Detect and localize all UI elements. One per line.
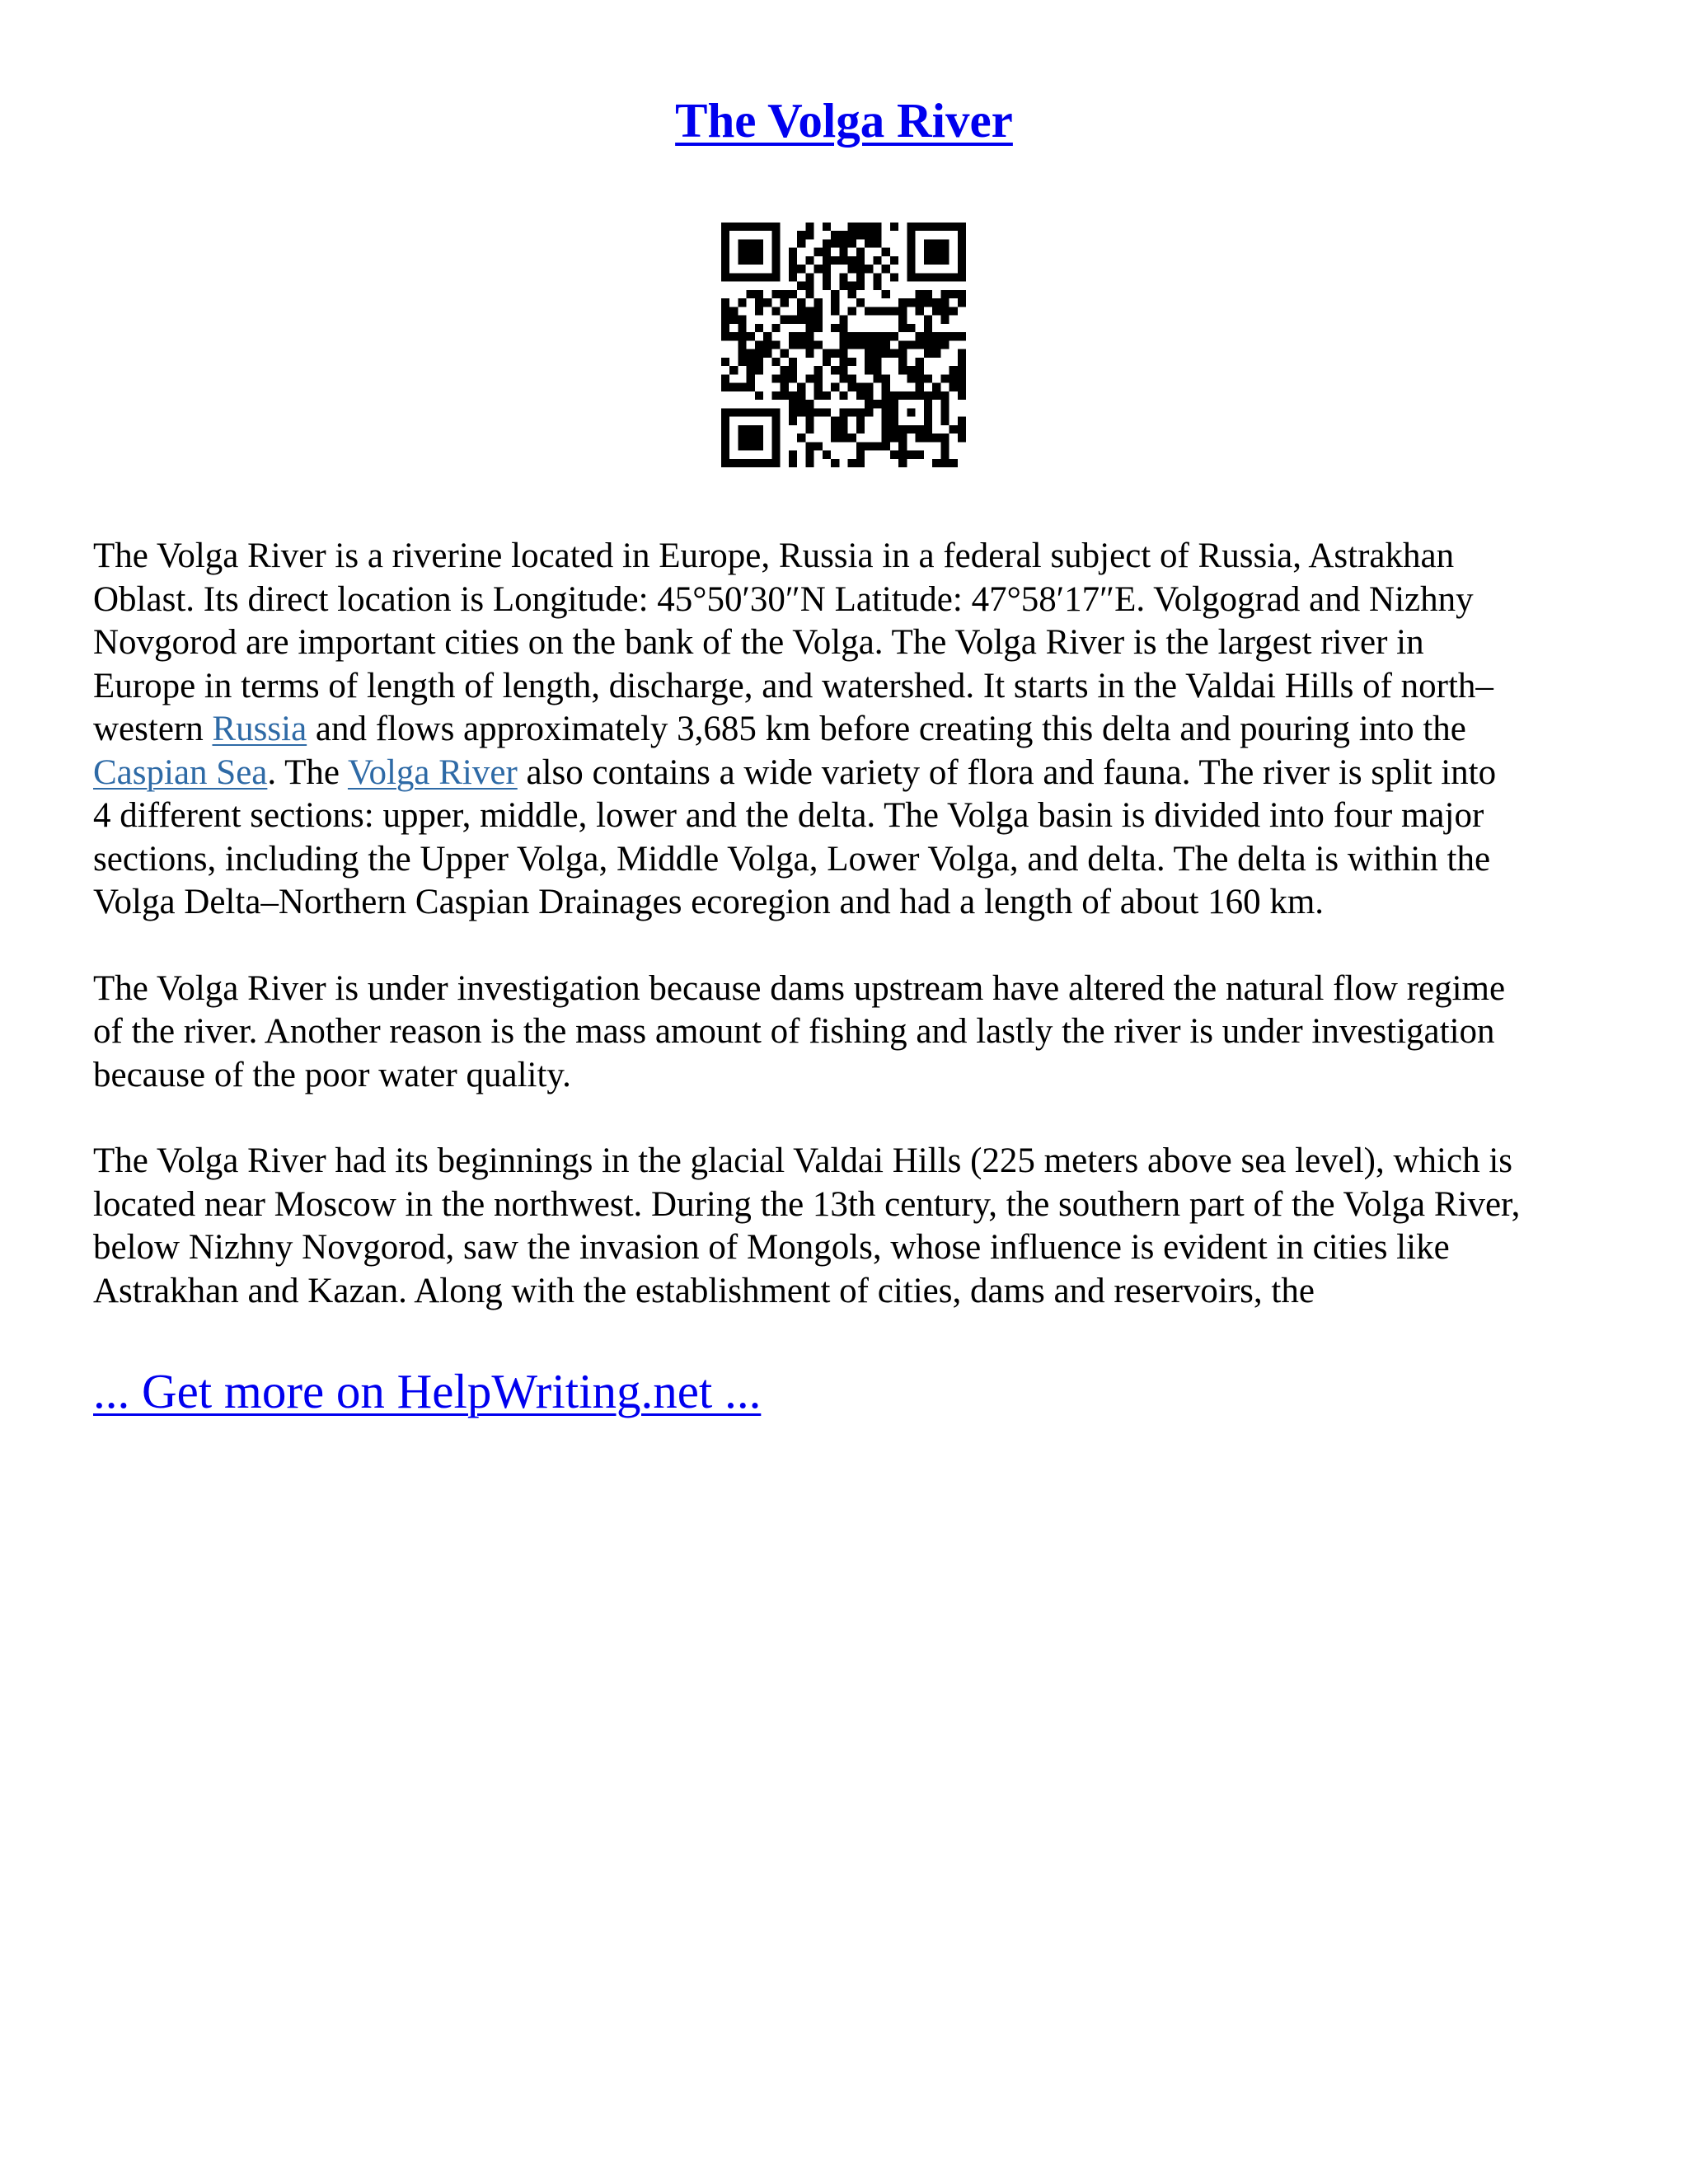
text-fragment: Novgorod are important cities on the bank of the Volga. The Volga River is the largest river in (93, 623, 1424, 662)
text-fragment: also contains a wide variety of flora and fauna. The river is split into (517, 752, 1497, 792)
text-line (93, 579, 1606, 622)
title-link[interactable]: The Volga River (675, 93, 1013, 148)
text-line (93, 535, 1606, 579)
qr-modules (721, 223, 966, 467)
text-fragment: and flows approximately 3,685 km before creating this delta and pouring into the (307, 710, 1466, 748)
text-fragment: Astrakhan and Kazan. Along with the establishment of cities, dams and reservoirs, the (93, 1271, 1315, 1310)
text-fragment: of the river. Another reason is the mass amount of fishing and lastly the river is under investigation (93, 1012, 1495, 1051)
text-fragment: because of the poor water quality. (93, 1055, 571, 1094)
text-line (93, 1140, 1606, 1183)
text-line (93, 1054, 1606, 1098)
qr-code-icon (721, 223, 966, 467)
text-line (93, 665, 1606, 709)
inline-link[interactable]: Volga River (347, 752, 518, 792)
text-fragment: below Nizhny Novgorod, saw the invasion of Mongols, whose influence is evident in cities like (93, 1228, 1450, 1267)
paragraph (93, 535, 1606, 925)
text-line (93, 881, 1606, 925)
text-fragment: Volga Delta–Northern Caspian Drainages ecoregion and had a length of about 160 km. (93, 883, 1325, 921)
text-fragment: . The (267, 752, 348, 792)
text-line (93, 708, 1606, 752)
more-link-container (93, 1360, 761, 1422)
page-title (0, 89, 1688, 152)
article-body (93, 535, 1606, 1356)
text-fragment: western (93, 710, 213, 748)
text-line (93, 1226, 1606, 1270)
text-fragment: located near Moscow in the northwest. During the 13th century, the southern part of the Volga River, (93, 1184, 1521, 1224)
text-fragment: Oblast. Its direct location is Longitude: 45°50′30″N Latitude: 47°58′17″E. Volgograd and Nizhny (93, 579, 1474, 619)
text-line (93, 621, 1606, 665)
text-line (93, 968, 1606, 1011)
text-line (93, 1270, 1606, 1314)
text-fragment: The Volga River had its beginnings in the glacial Valdai Hills (225 meters above sea level), which is (93, 1141, 1513, 1180)
text-line (93, 838, 1606, 882)
inline-link[interactable]: Russia (212, 710, 307, 748)
text-line (93, 794, 1606, 838)
inline-link[interactable]: Caspian Sea (93, 752, 268, 792)
text-fragment: The Volga River is under investigation because dams upstream have altered the natural flow regime (93, 968, 1506, 1008)
text-fragment: The Volga River is a riverine located in Europe, Russia in a federal subject of Russia, Astrakhan (93, 537, 1455, 575)
text-line (93, 752, 1606, 795)
text-line (93, 1183, 1606, 1227)
paragraph (93, 968, 1606, 1098)
text-fragment: sections, including the Upper Volga, Middle Volga, Lower Volga, and delta. The delta is within the (93, 839, 1491, 879)
text-fragment: 4 different sections: upper, middle, lower and the delta. The Volga basin is divided into four major (93, 796, 1484, 835)
text-fragment: Europe in terms of length of length, discharge, and watershed. It starts in the Valdai Hills of north– (93, 666, 1493, 705)
paragraph (93, 1140, 1606, 1313)
get-more-link[interactable]: ... Get more on HelpWriting.net ... (93, 1364, 762, 1418)
text-line (93, 1010, 1606, 1054)
